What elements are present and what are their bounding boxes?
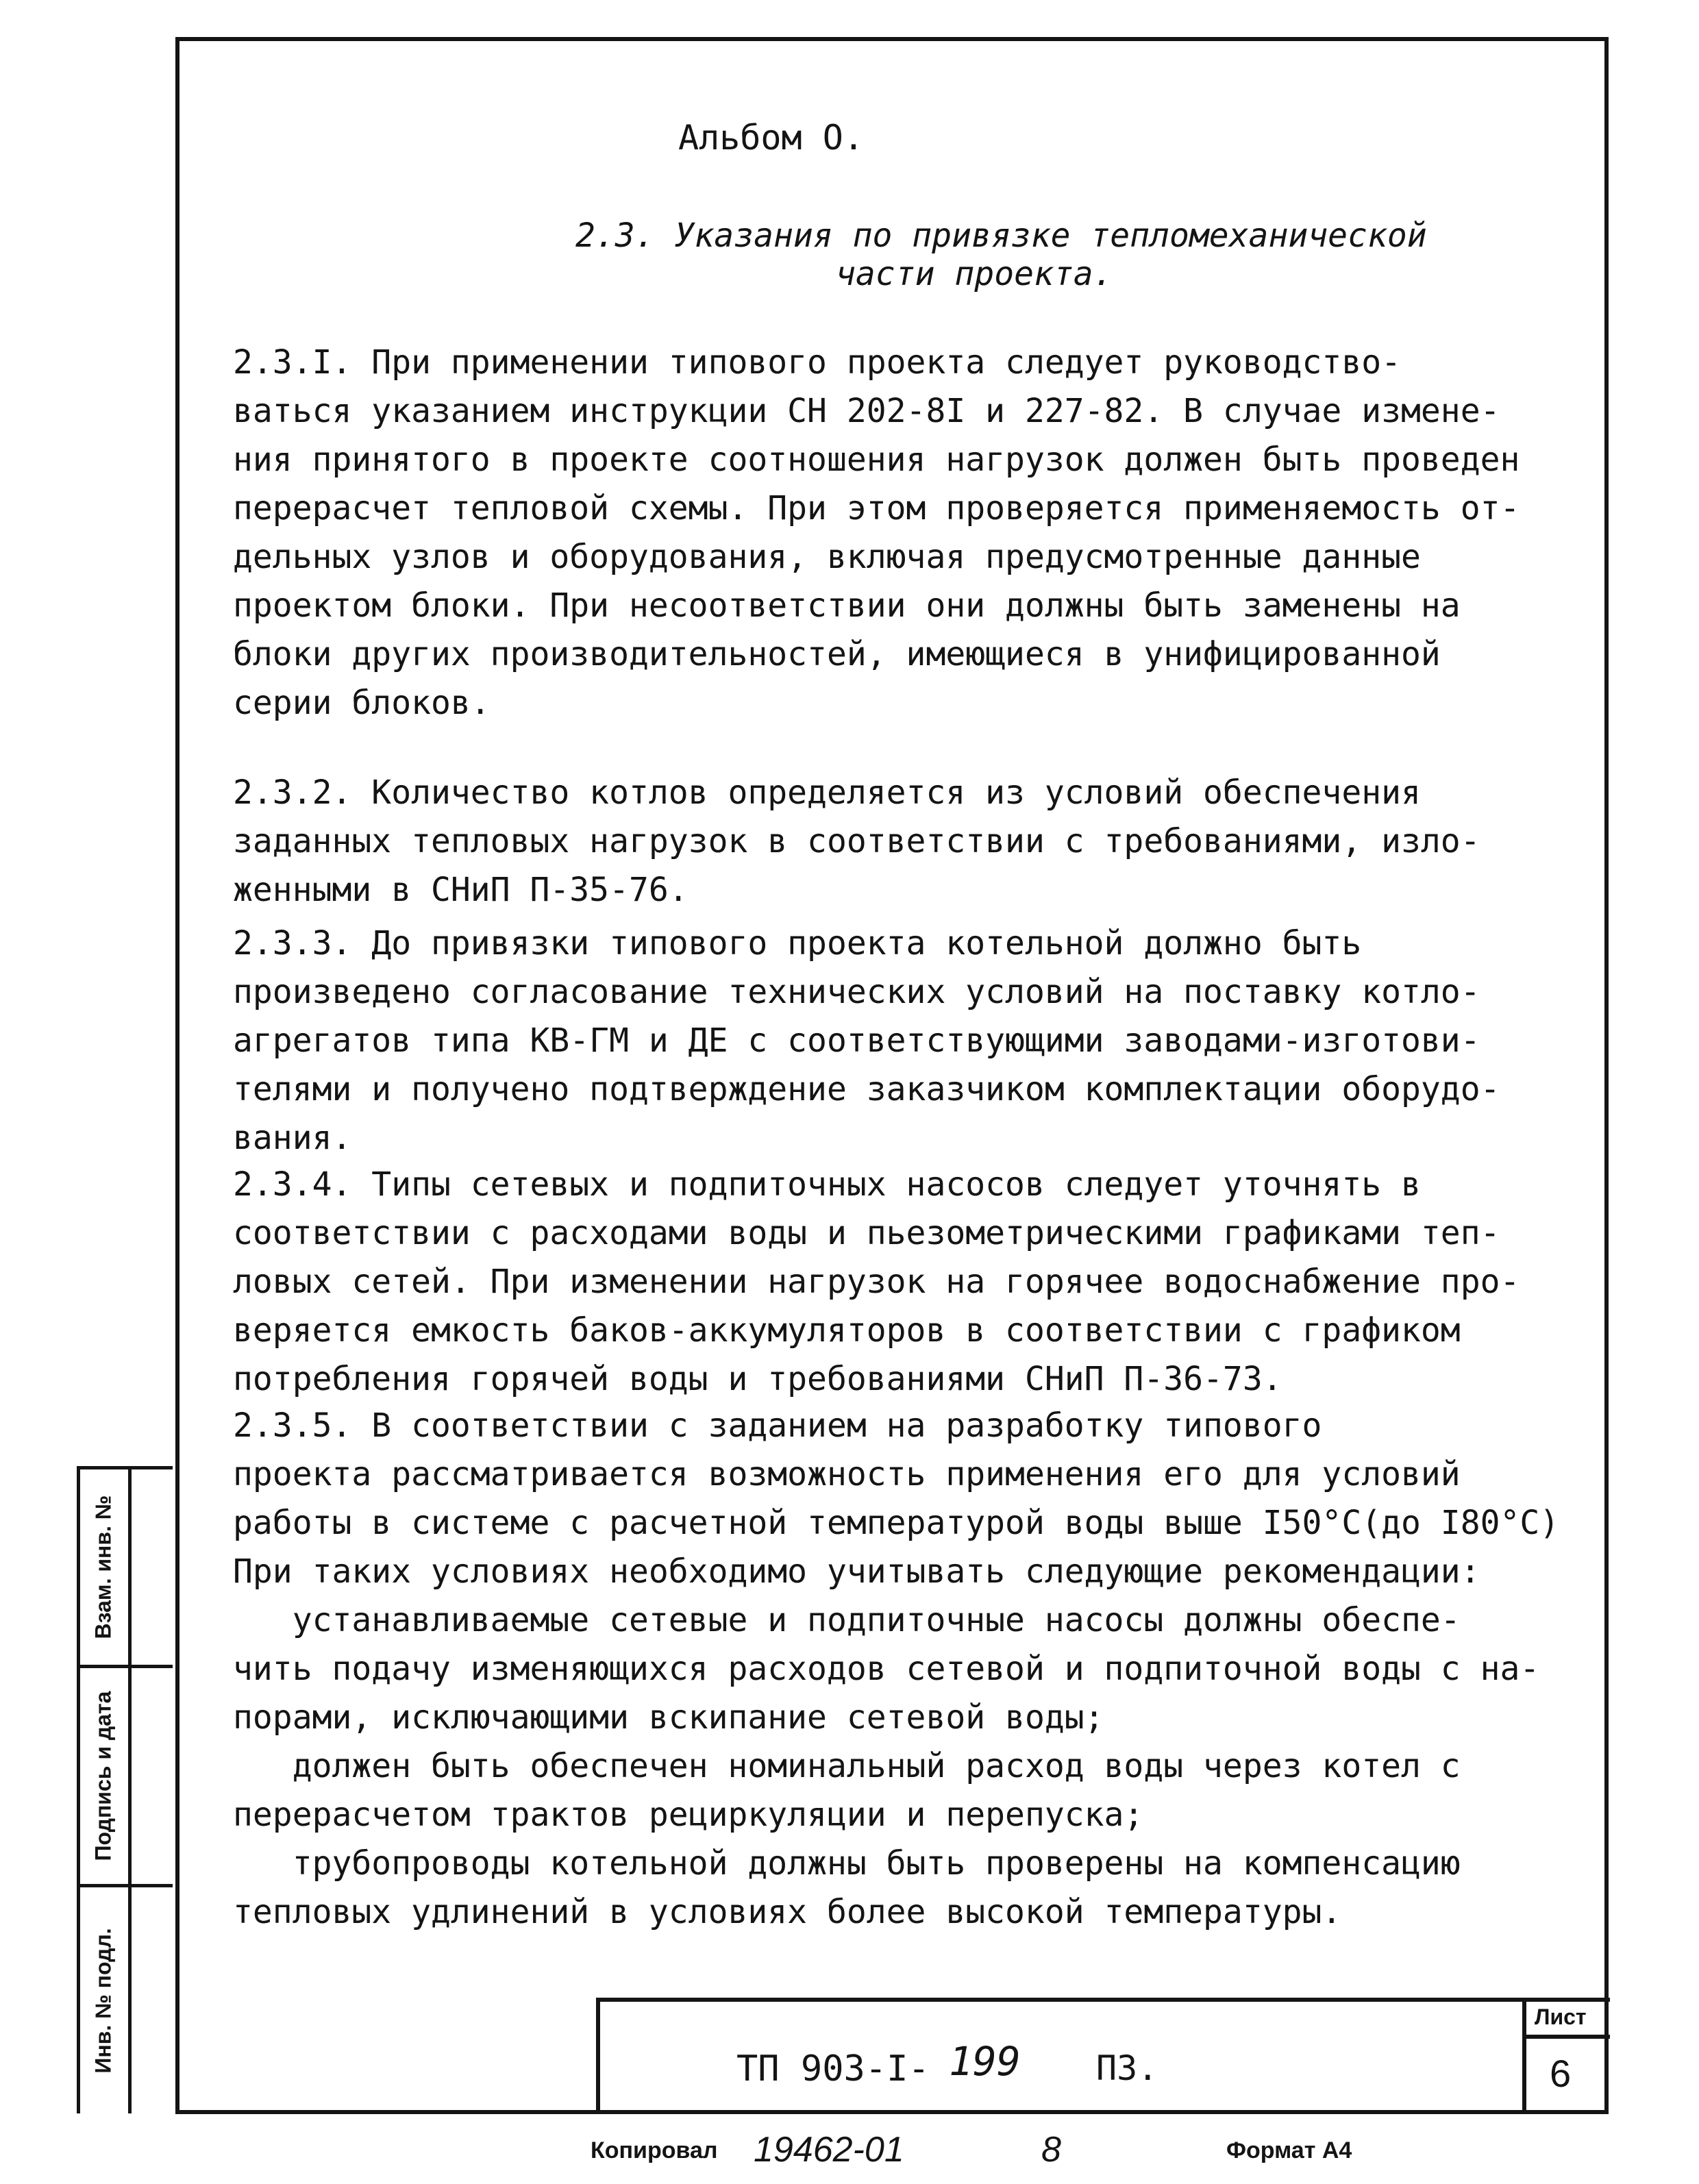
document-type: ПЗ. (1096, 2048, 1158, 2088)
footer-copied-label: Копировал (591, 2137, 718, 2163)
paragraph-2-3-5: 2.3.5. В соответствии с заданием на разработку типового проекта рассматривается возможность применения его для условий работы в системе с расчетной температурой воды выше I50°С(до I80°С) При таких условиях необходимо учитывать следующие рекомендации: устанавливаемые сетевые и подпиточные насосы должны обеспе- чить подачу изменяющихся расходов сетевой и подпиточной воды с на- порами, исключающими вскипание сетевой воды; должен быть обеспечен номинальный расход воды через котел с перерасчетом трактов рециркуляции и перепуска; трубопроводы котельной должны быть проверены на компенсацию тепловых удлинений в условиях более высокой температуры. (233, 1406, 1560, 1931)
footer-format-label: Формат А4 (1226, 2137, 1352, 2163)
side-cell-signature-date: Подпись и дата (90, 1691, 116, 1861)
title-block-sheet-divider (1522, 1998, 1526, 2114)
paragraph-2-3-4: 2.3.4. Типы сетевых и подпиточных насосов следует уточнять в соответствии с расходами воды и пьезометрическими графиками теп- ловых сетей. При изменении нагрузок на горячее водоснабжение про- веряется емкость баков-аккумуляторов в соответствии с графиком потребления горячей воды и требованиями СНиП П-36-73. (233, 1165, 1520, 1398)
side-cell-replaced-inv: Взам. инв. № (90, 1495, 116, 1639)
footer-copy-number: 19462-01 (754, 2130, 904, 2170)
section-title-line1: 2.3. Указания по привязке тепломеханической (575, 216, 1427, 255)
document-number: 199 (949, 2038, 1021, 2085)
side-stamp (77, 1466, 173, 2113)
side-cell-original-inv: Инв. № подл. (90, 1927, 116, 2074)
section-title (575, 216, 1466, 293)
document-code: ТП 903-I- (736, 2048, 930, 2089)
footer-number: 8 (1041, 2130, 1061, 2170)
sheet-label: Лист (1535, 2005, 1587, 2029)
title-block-sheet-row (1522, 2035, 1610, 2039)
paragraph-2-3-1: 2.3.I. При применении типового проекта следует руководство- ваться указанием инструкции СН 202-8I и 227-82. В случае измене- ния принятого в проекте соотношения нагрузок должен быть проведен перерасчет тепловой схемы. При этом проверяется применяемость от- дельных узлов и оборудования, включая предусмотренные данные проектом блоки. При несоответствии они должны быть заменены на блоки других производительностей, имеющиеся в унифицированной серии блоков. (233, 343, 1520, 722)
title-block-left (596, 1998, 600, 2114)
paragraph-2-3-2: 2.3.2. Количество котлов определяется из условий обеспечения заданных тепловых нагрузок в соответствии с требованиями, изло- женными в СНиП П-35-76. (233, 773, 1480, 909)
paragraph-2-3-3: 2.3.3. До привязки типового проекта котельной должно быть произведено согласование технических условий на поставку котло- агрегатов типа КВ-ГМ и ДЕ с соответствующими заводами-изготови- телями и получено подтверждение заказчиком комплектации оборудо- вания. (233, 924, 1500, 1157)
title-block-top (596, 1998, 1610, 2002)
side-stamp-divider (128, 1466, 132, 2113)
sheet-number: 6 (1550, 2052, 1572, 2095)
section-title-line2: части проекта. (836, 255, 1113, 293)
side-stamp-border-left (77, 1466, 80, 2113)
album-label: Альбом О. (678, 118, 864, 158)
